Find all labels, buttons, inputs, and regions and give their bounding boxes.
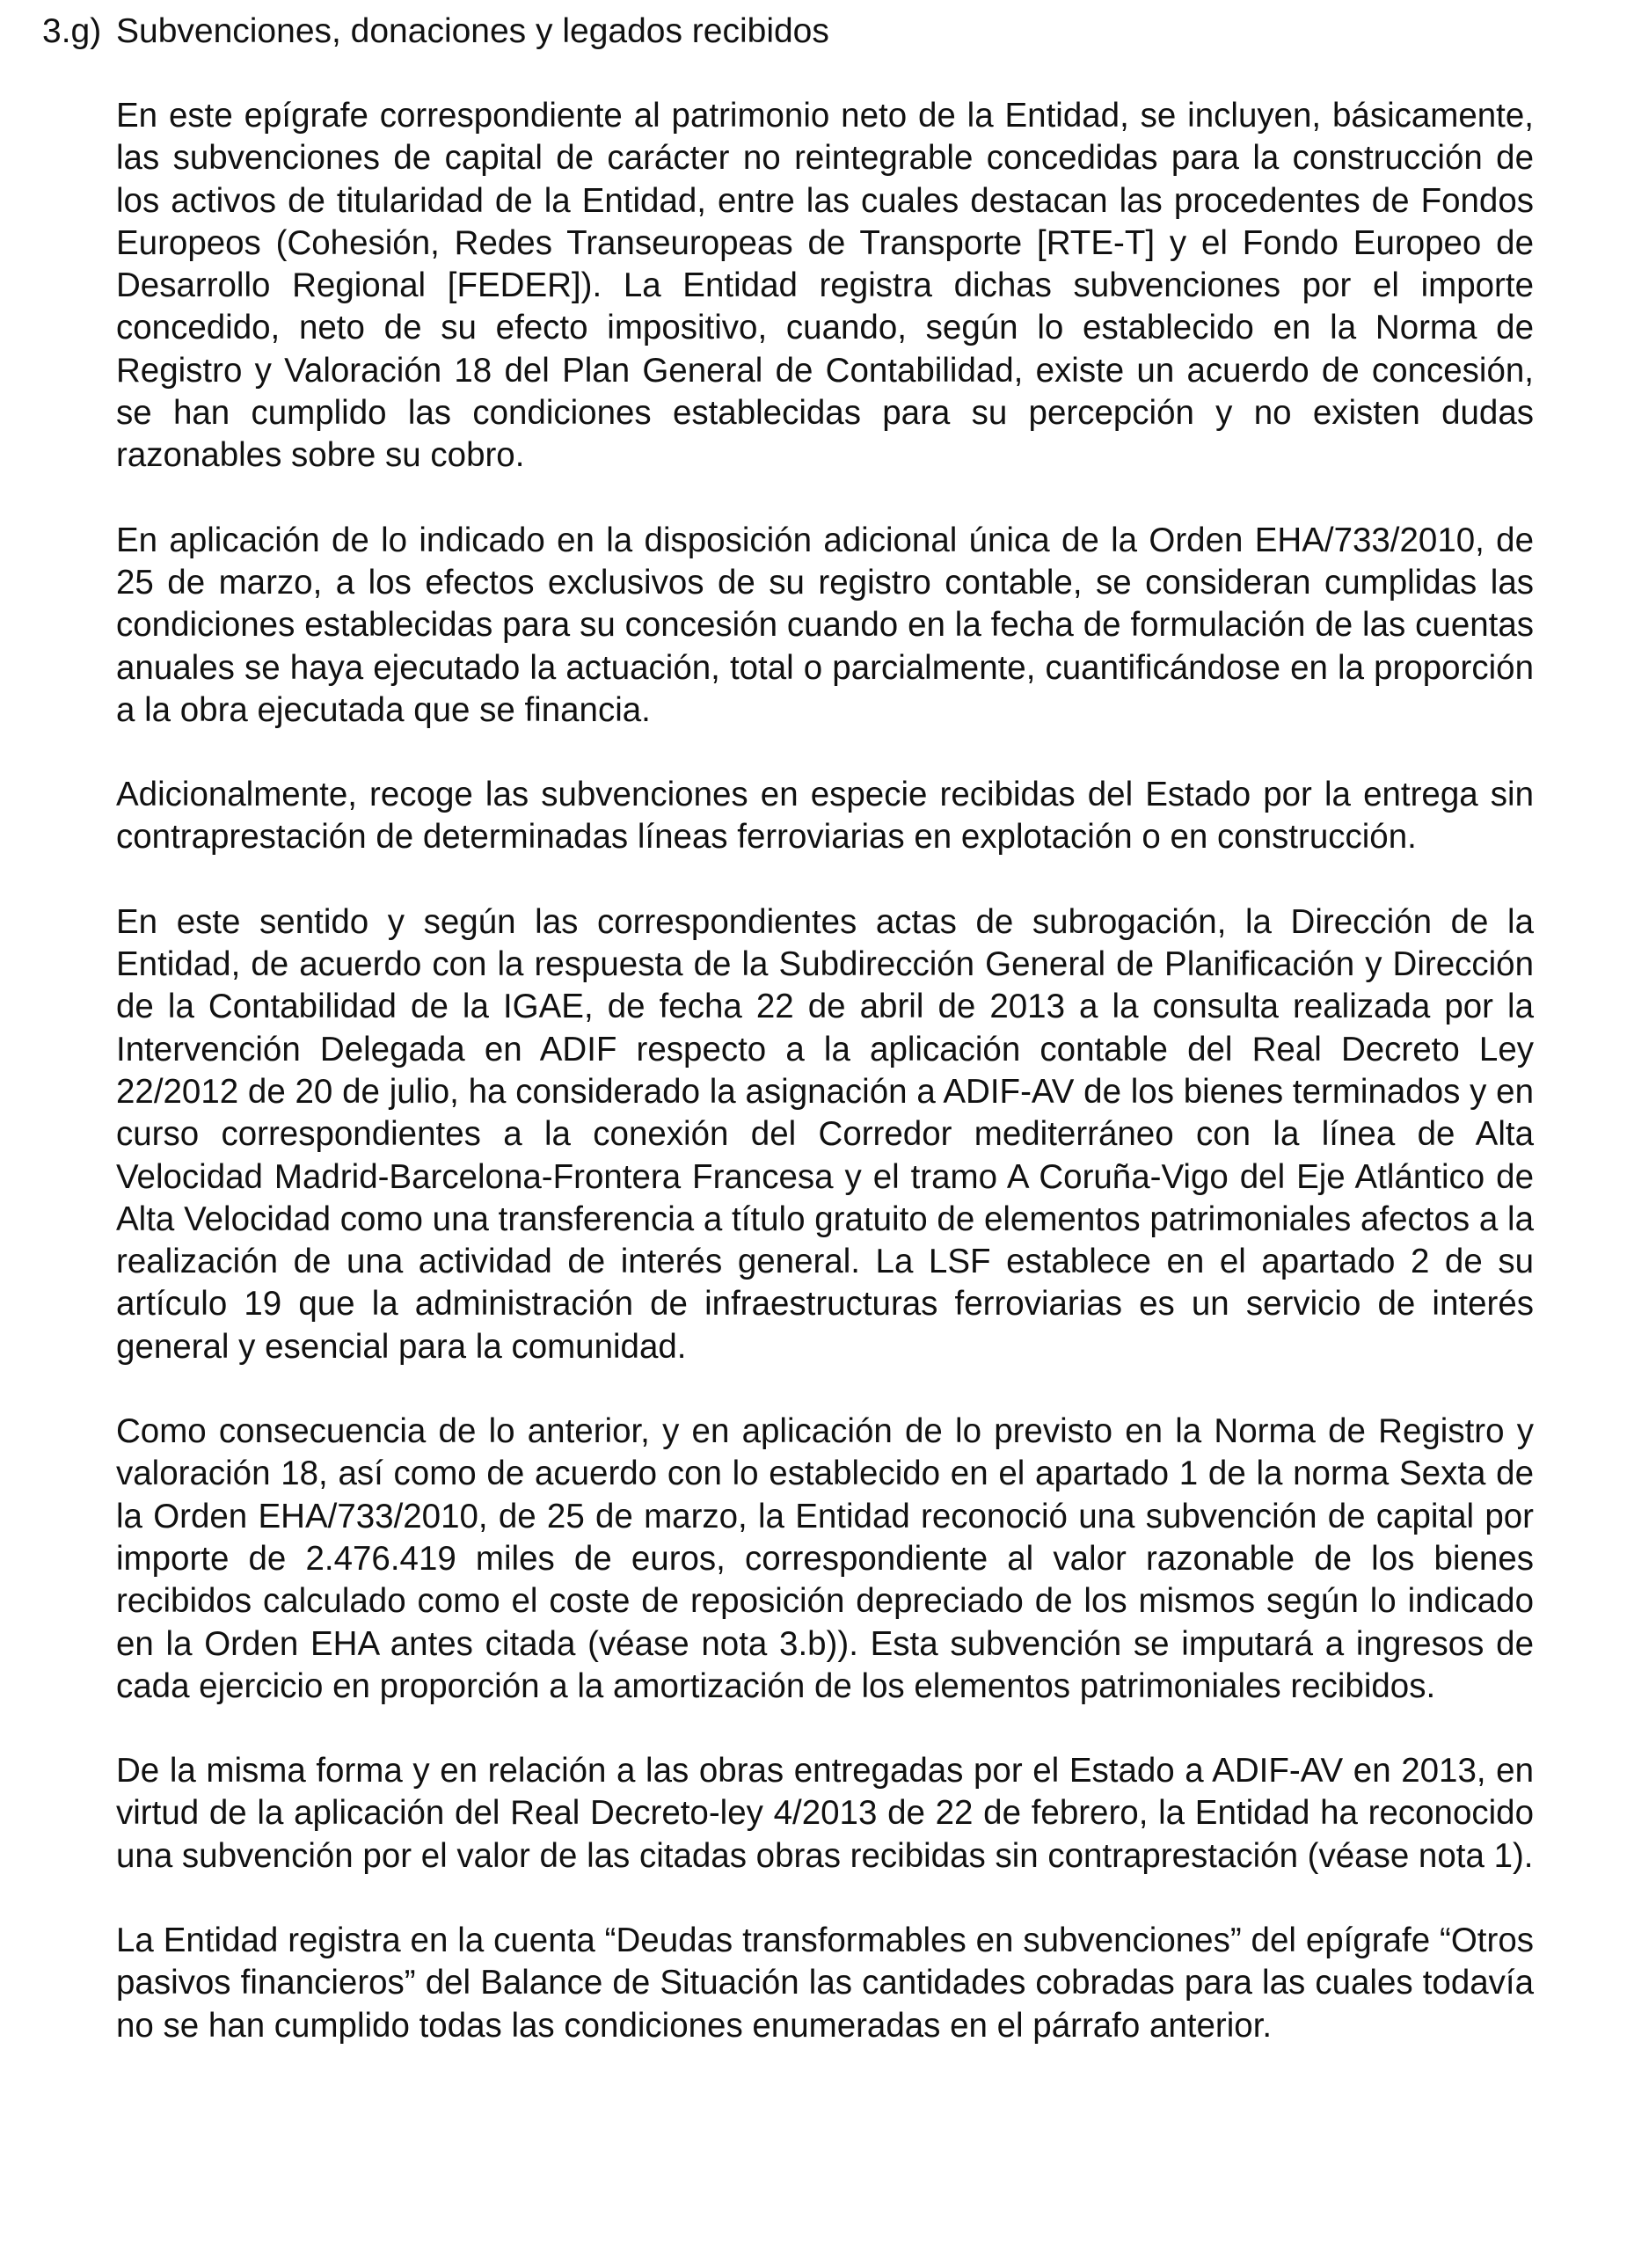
paragraph-capital-grant-recognition: Como consecuencia de lo anterior, y en aplicación de lo previsto en la Norma de Registro y valoración 18, así como de acuerdo con lo establecido en el apartado 1 de la norma Sexta de la Orden EHA/733/2010, de 25 de marzo, la Entidad reconoció una subvención de capital por importe de 2.476.419 miles de euros, correspondiente al valor razonable de los bienes recibidos calculado como el coste de reposición depreciado de los mismos según lo indicado en la Orden EHA antes citada (véase nota 3.b)). Esta subvención se imputará a ingresos de cada ejercicio en proporción a la amortización de los elementos patrimoniales recibidos. <box>116 1412 1534 1705</box>
paragraph-works-delivered-2013: De la misma forma y en relación a las obras entregadas por el Estado a ADIF-AV en 2013, en virtud de la aplicación del Real Decreto-ley 4/2013 de 22 de febrero, la Entidad ha reconocido una subvención por el valor de las citadas obras recibidas sin contraprestación (véase nota 1). <box>116 1752 1534 1875</box>
paragraph-in-kind-grants: Adicionalmente, recoge las subvenciones en especie recibidas del Estado por la entrega sin contraprestación de determinadas líneas ferroviarias en explotación o en construcción. <box>116 776 1534 857</box>
body-text <box>116 95 1534 2047</box>
section-title: Subvenciones, donaciones y legados recibidos <box>116 12 829 50</box>
paragraph-transformable-debts: La Entidad registra en la cuenta “Deudas transformables en subvenciones” del epígrafe “Otros pasivos financieros” del Balance de Situación las cantidades cobradas para las cuales todavía no se han cumplido todas las condiciones enumeradas en el párrafo anterior. <box>116 1921 1534 2045</box>
paragraph-subrogation-acts: En este sentido y según las correspondientes actas de subrogación, la Dirección de la Entidad, de acuerdo con la respuesta de la Subdirección General de Planificación y Dirección de la Contabilidad de la IGAE, de fecha 22 de abril de 2013 a la consulta realizada por la Intervención Delegada en ADIF respecto a la aplicación contable del Real Decreto Ley 22/2012 de 20 de julio, ha considerado la asignación a ADIF-AV de los bienes terminados y en curso correspondientes a la conexión del Corredor mediterráneo con la línea de Alta Velocidad Madrid-Barcelona-Frontera Francesa y el tramo A Coruña-Vigo del Eje Atlántico de Alta Velocidad como una transferencia a título gratuito de elementos patrimoniales afectos a la realización de una actividad de interés general. La LSF establece en el apartado 2 de su artículo 19 que la administración de infraestructuras ferroviarias es un servicio de interés general y esencial para la comunidad. <box>116 902 1534 1366</box>
section-heading <box>42 9 829 55</box>
section-number: 3.g) <box>42 12 102 50</box>
paragraph-order-eha-733: En aplicación de lo indicado en la disposición adicional única de la Orden EHA/733/2010, de 25 de marzo, a los efectos exclusivos de su registro contable, se consideran cumplidas las condiciones establecidas para su concesión cuando en la fecha de formulación de las cuentas anuales se haya ejecutado la actuación, total o parcialmente, cuantificándose en la proporción a la obra ejecutada que se financia. <box>116 521 1534 729</box>
paragraph-grants-definition: En este epígrafe correspondiente al patrimonio neto de la Entidad, se incluyen, básicamente, las subvenciones de capital de carácter no reintegrable concedidas para la construcción de los activos de titularidad de la Entidad, entre las cuales destacan las procedentes de Fondos Europeos (Cohesión, Redes Transeuropeas de Transporte [RTE-T] y el Fondo Europeo de Desarrollo Regional [FEDER]). La Entidad registra dichas subvenciones por el importe concedido, neto de su efecto impositivo, cuando, según lo establecido en la Norma de Registro y Valoración 18 del Plan General de Contabilidad, existe un acuerdo de concesión, se han cumplido las condiciones establecidas para su percepción y no existen dudas razonables sobre su cobro. <box>116 97 1534 475</box>
